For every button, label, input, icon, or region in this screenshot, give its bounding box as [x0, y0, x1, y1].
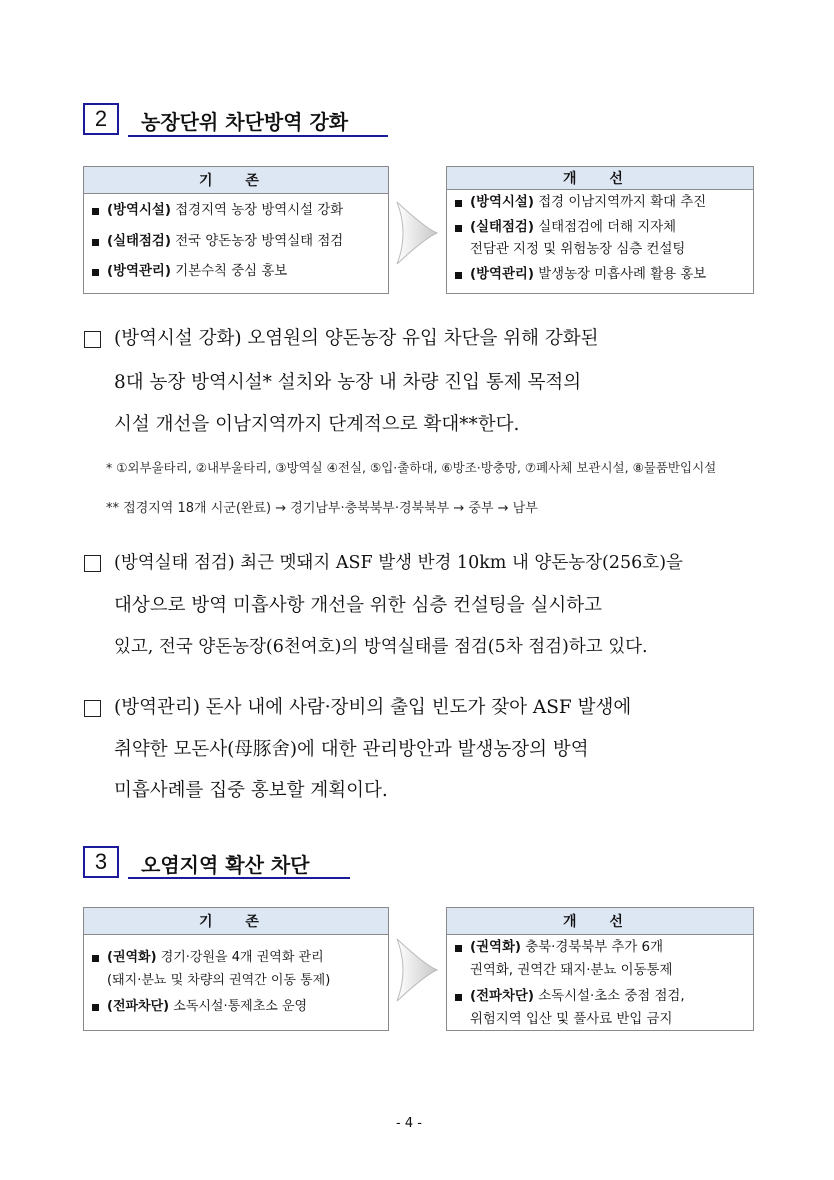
box-header: 기 존 — [84, 167, 388, 194]
checkbox-bullet-icon — [84, 700, 101, 717]
before-box — [83, 166, 389, 294]
list-item: (권역화) 충북·경북북부 추가 6개 권역화, 권역간 돼지·분뇨 이동통제 — [455, 937, 745, 982]
paragraph-line: (방역실태 점검) 최근 멧돼지 ASF 발생 반경 10km 내 양돈농장(256호)을 — [114, 553, 683, 573]
list-item: (방역시설) 접경지역 농장 방역시설 강화 — [92, 200, 380, 223]
list-item: (실태점검) 실태점검에 더해 지자체 전담관 지정 및 위험농장 심층 컨설팅 — [455, 217, 745, 262]
list-item: (전파차단) 소독시설·통제초소 운영 — [92, 996, 380, 1019]
footnote: * ①외부울타리, ②내부울타리, ③방역실 ④전실, ⑤입·출하대, ⑥방조·방충망, ⑦폐사체 보관시설, ⑧물품반입시설 — [106, 460, 717, 475]
section-title: 농장단위 차단방역 강화 — [141, 110, 349, 134]
paragraph-line: (방역시설 강화) 오염원의 양돈농장 유입 차단을 위해 강화된 — [114, 328, 599, 349]
footnote: ** 접경지역 18개 시군(완료) → 경기남부·충북북부·경북북부 → 중부 → 남부 — [106, 501, 538, 516]
before-box — [83, 907, 389, 1031]
after-box — [446, 166, 754, 294]
list-item: (전파차단) 소독시설·초소 중점 점검, 위험지역 입산 및 풀사료 반입 금지 — [455, 986, 745, 1031]
paragraph-line: (방역관리) 돈사 내에 사람·장비의 출입 빈도가 잦아 ASF 발생에 — [114, 697, 632, 718]
box-header: 기 존 — [84, 908, 388, 935]
paragraph-line: 있고, 전국 양돈농장(6천여호)의 방역실태를 점검(5차 점검)하고 있다. — [114, 637, 648, 657]
list-item: (방역관리) 기본수칙 중심 홍보 — [92, 261, 380, 284]
paragraph-line: 8대 농장 방역시설* 설치와 농장 내 차량 진입 통제 목적의 — [114, 372, 582, 393]
checkbox-bullet-icon — [84, 555, 101, 572]
box-header: 개 선 — [447, 908, 753, 935]
list-item: (방역시설) 접경 이남지역까지 확대 추진 — [455, 192, 745, 215]
checkbox-bullet-icon — [84, 331, 101, 348]
after-box — [446, 907, 754, 1031]
page-number: - 4 - — [396, 1116, 422, 1131]
paragraph-line: 대상으로 방역 미흡사항 개선을 위한 심층 컨설팅을 실시하고 — [114, 595, 602, 616]
paragraph-line: 미흡사례를 집중 홍보할 계획이다. — [114, 780, 388, 801]
arrow-right-icon — [395, 935, 439, 1005]
box-header: 개 선 — [447, 167, 753, 190]
list-item: (실태점검) 전국 양돈농장 방역실태 점검 — [92, 231, 380, 254]
section-underline — [128, 135, 388, 137]
arrow-right-icon — [395, 198, 439, 268]
paragraph-line: 취약한 모돈사(母豚舍)에 대한 관리방안과 발생농장의 방역 — [114, 739, 589, 760]
list-item: (방역관리) 발생농장 미흡사례 활용 홍보 — [455, 264, 745, 287]
section-number: 3 — [83, 846, 119, 878]
paragraph-line: 시설 개선을 이남지역까지 단계적으로 확대**한다. — [114, 414, 520, 435]
list-item: (권역화) 경기·강원을 4개 권역화 관리 (돼지·분뇨 및 차량의 권역간 이동 통제) — [92, 947, 380, 992]
section-title: 오염지역 확산 차단 — [141, 853, 310, 877]
section-number: 2 — [83, 103, 119, 135]
section-underline — [128, 877, 350, 879]
